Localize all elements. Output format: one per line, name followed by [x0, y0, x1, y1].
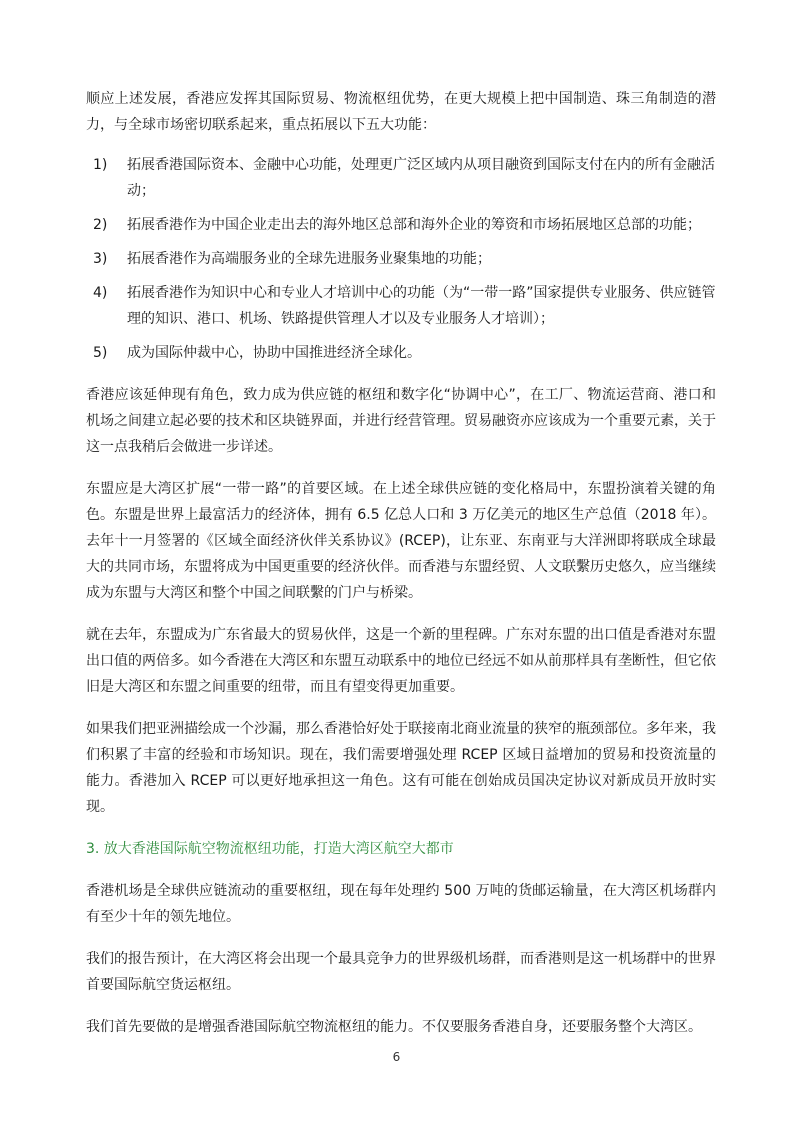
- paragraph-airport-hub: 香港机场是全球供应链流动的重要枢纽，现在每年处理约 500 万吨的货邮运输量，在大湾区机场群内有至少十年的领先地位。: [86, 883, 716, 925]
- list-item: [86, 340, 716, 366]
- list-item-text: 拓展香港作为知识中心和专业人才培训中心的功能（为“一带一路”国家提供专业服务、供应链管理的知识、港口、机场、铁路提供管理人才以及专业服务人才培训）；: [127, 285, 716, 327]
- list-item-number: 1): [93, 157, 108, 173]
- paragraph-hourglass: 如果我们把亚洲描绘成一个沙漏，那么香港恰好处于联接南北商业流量的狭窄的瓶颈部位。多年来，我们积累了丰富的经验和市场知识。现在，我们需要增强处理 RCEP 区域日益增加的贸易和投资流量的能力。香港加入 RCEP 可以更好地承担这一角色。这有可能在创始成员国决定协议对新成员开放时实现。: [86, 721, 716, 815]
- page-content: [86, 86, 716, 1040]
- list-item-text: 成为国际仲裁中心，协助中国推进经济全球化。: [127, 345, 421, 361]
- paragraph-coordination-hub: 香港应该延伸现有角色，致力成为供应链的枢纽和数字化“协调中心”，在工厂、物流运营商、港口和机场之间建立起必要的技术和区块链界面，并进行经营管理。贸易融资亦应该成为一个重要元素，关于这一点我稍后会做进一步详述。: [86, 387, 716, 455]
- list-item-text: 拓展香港作为中国企业走出去的海外地区总部和海外企业的筹资和市场拓展地区总部的功能；: [127, 217, 701, 233]
- paragraph-asean: 东盟应是大湾区扩展“一带一路”的首要区域。在上述全球供应链的变化格局中，东盟扮演着关键的角色。东盟是世界上最富活力的经济体，拥有 6.5 亿总人口和 3 万亿美元的地区生产总值（2018 年）。去年十一月签署的《区域全面经济伙伴关系协议》(RCEP)，让东亚、东南亚与大洋洲即将联成全球最大的共同市场，东盟将成为中国更重要的经济伙伴。而香港与东盟经贸、人文联繫历史悠久，应当继续成为东盟与大湾区和整个中国之间联繫的门户与桥梁。: [86, 481, 716, 601]
- list-item: [86, 246, 716, 272]
- list-item-number: 5): [93, 345, 108, 361]
- list-item: [86, 212, 716, 238]
- intro-paragraph: 顺应上述发展，香港应发挥其国际贸易、物流枢纽优势，在更大规模上把中国制造、珠三角制造的潜力，与全球市场密切联系起来，重点拓展以下五大功能：: [86, 91, 716, 133]
- section-heading: 3. 放大香港国际航空物流枢纽功能，打造大湾区航空大都市: [86, 841, 454, 857]
- paragraph-guangdong-trade: 就在去年，东盟成为广东省最大的贸易伙伴，这是一个新的里程碑。广东对东盟的出口值是香港对东盟出口值的两倍多。如今香港在大湾区和东盟互动联系中的地位已经远不如从前那样具有垄断性，但它依旧是大湾区和东盟之间重要的纽带，而且有望变得更加重要。: [86, 627, 716, 695]
- list-item-number: 4): [93, 285, 108, 301]
- list-item-text: 拓展香港国际资本、金融中心功能，处理更广泛区域内从项目融资到国际支付在内的所有金融活动；: [127, 157, 715, 199]
- functions-list: [86, 152, 716, 366]
- paragraph-first-task: 我们首先要做的是增强香港国际航空物流枢纽的能力。不仅要服务香港自身，还要服务整个大湾区。: [86, 1019, 702, 1035]
- list-item-number: 3): [93, 251, 108, 267]
- page-number: 6: [392, 1050, 401, 1064]
- list-item-text: 拓展香港作为高端服务业的全球先进服务业聚集地的功能；: [127, 251, 491, 267]
- list-item: [86, 152, 716, 204]
- list-item: [86, 280, 716, 332]
- paragraph-airport-cluster: 我们的报告预计，在大湾区将会出现一个最具竞争力的世界级机场群，而香港则是这一机场群中的世界首要国际航空货运枢纽。: [86, 951, 716, 993]
- list-item-number: 2): [93, 217, 108, 233]
